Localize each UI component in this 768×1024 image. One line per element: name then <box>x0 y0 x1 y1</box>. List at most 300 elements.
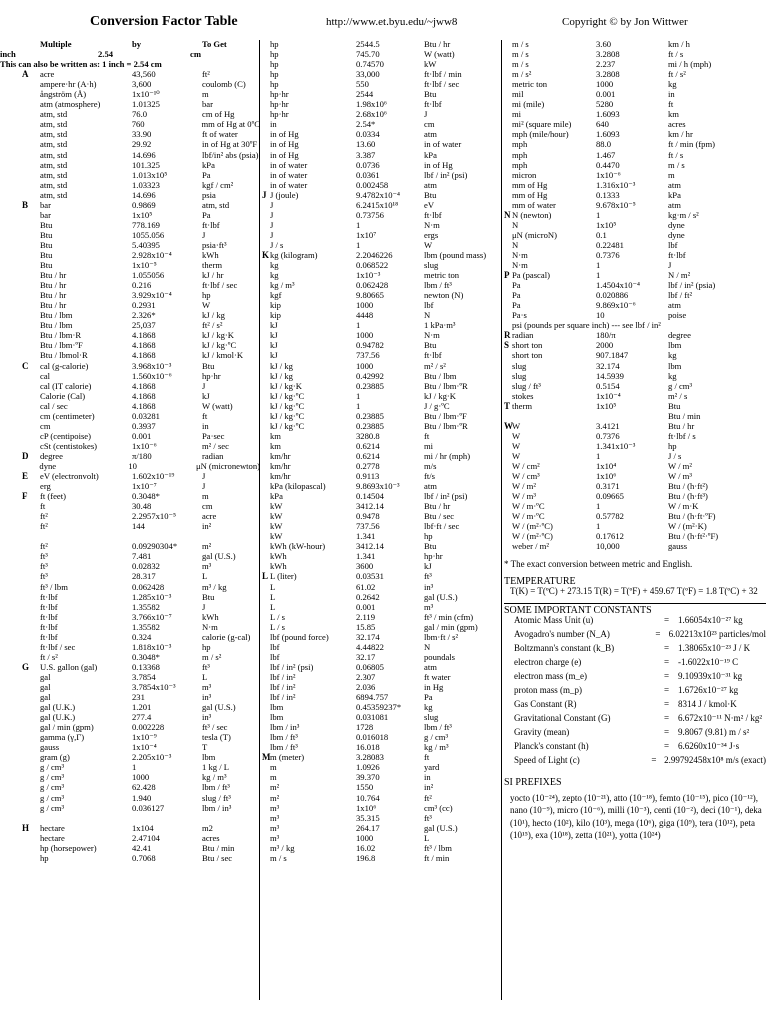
unit-from: kJ <box>270 330 278 341</box>
table-row <box>262 110 502 120</box>
letter-index <box>22 572 40 582</box>
unit-from: Btu <box>40 249 53 260</box>
unit-from: ft² <box>40 511 48 522</box>
factor: 0.1333 <box>596 189 620 200</box>
unit-from: Btu <box>40 219 53 230</box>
letter-index <box>262 402 270 412</box>
unit-from: N <box>512 239 519 250</box>
letter-index <box>22 392 40 402</box>
letter-index <box>22 763 40 773</box>
factor: 0.2931 <box>132 300 156 311</box>
letter-index <box>504 140 512 150</box>
unit-from: short ton <box>512 340 543 351</box>
unit-to: ft·lbf <box>202 219 220 230</box>
unit-from: W <box>512 430 521 441</box>
unit-from: mph <box>512 139 528 150</box>
letter-index <box>262 522 270 532</box>
table-row <box>504 321 766 331</box>
factor: 3.766x10⁻⁷ <box>132 611 172 622</box>
unit-to: in of Hg <box>424 159 453 170</box>
letter-index <box>504 291 512 301</box>
unit-to: kg·m / s² <box>668 209 699 220</box>
unit-from: Pa·s <box>512 310 527 321</box>
column-2 <box>262 40 502 864</box>
letter-index <box>262 834 270 844</box>
letter-index <box>22 281 40 291</box>
factor: 1055.056 <box>132 229 165 240</box>
unit-from: kWh <box>270 551 287 562</box>
unit-from: kWh (kW-hour) <box>270 541 326 552</box>
letter-index <box>22 80 40 90</box>
factor: 0.001 <box>356 601 376 612</box>
unit-to: lbm <box>202 752 216 763</box>
letter-index <box>22 593 40 603</box>
unit-from: in <box>270 119 277 130</box>
letter-index <box>262 783 270 793</box>
unit-from: degree <box>40 450 63 461</box>
intro-note: This can also be written as: 1 inch = 2.54 cm <box>0 59 162 70</box>
unit-to: kPa <box>668 189 681 200</box>
letter-index <box>22 291 40 301</box>
unit-to: W / m³ <box>668 471 692 482</box>
page-header <box>0 14 768 34</box>
unit-from: W <box>512 420 521 431</box>
unit-from: lbm / in³ <box>270 722 300 733</box>
letter-index <box>504 130 512 140</box>
unit-from: L / s <box>270 621 285 632</box>
factor: 907.1847 <box>596 350 629 361</box>
equals-sign: = <box>664 657 670 668</box>
constant-row <box>504 756 766 770</box>
letter-index <box>262 462 270 472</box>
letter-index: C <box>22 360 29 371</box>
unit-to: N·m <box>202 621 218 632</box>
factor: 0.4470 <box>596 159 620 170</box>
letter-index <box>22 834 40 844</box>
unit-to: gauss <box>668 541 688 552</box>
factor: 1 <box>356 390 361 401</box>
factor: 2.2046226 <box>356 249 393 260</box>
unit-from: L <box>270 581 276 592</box>
unit-from: atm (atmosphere) <box>40 99 101 110</box>
factor: 4.1868 <box>132 390 156 401</box>
unit-to: ft² / s² <box>202 320 223 331</box>
table-row <box>262 301 502 311</box>
letter-index <box>22 552 40 562</box>
unit-to: ft·lbf / min <box>424 69 462 80</box>
unit-from: Pa <box>512 300 521 311</box>
unit-from: erg <box>40 481 51 492</box>
letter-index <box>262 110 270 120</box>
constant-row <box>504 644 766 658</box>
letter-index <box>22 301 40 311</box>
factor: 1x10⁻¹⁰ <box>132 89 160 100</box>
factor: 35.315 <box>356 812 380 823</box>
unit-to: in of Hg at 30ºF <box>202 139 258 150</box>
factor: 5.40395 <box>132 239 160 250</box>
unit-to: ergs <box>424 229 439 240</box>
unit-to: acres <box>668 119 686 130</box>
factor: 30.48 <box>132 501 152 512</box>
constant-value: -1.6022x10⁻¹⁹ C <box>678 657 739 668</box>
factor: 1000 <box>356 330 374 341</box>
factor: 2.237 <box>596 59 616 70</box>
unit-to: J / s <box>668 450 682 461</box>
letter-index <box>22 613 40 623</box>
unit-from: cP (centipoise) <box>40 430 91 441</box>
unit-to: kJ <box>424 561 432 572</box>
factor: 264.17 <box>356 822 380 833</box>
letter-index: N <box>504 209 511 220</box>
conversion-list-3 <box>504 40 766 552</box>
factor: 10 <box>128 460 137 471</box>
factor: 1 <box>356 400 361 411</box>
constant-row <box>504 728 766 742</box>
unit-from: lbf <box>270 651 280 662</box>
factor: 7.481 <box>132 551 152 562</box>
factor: 10.764 <box>356 792 380 803</box>
unit-from: slug <box>512 370 527 381</box>
unit-to: Btu / lbm·ºR <box>424 420 468 431</box>
factor: 1 <box>596 450 601 461</box>
constants-list <box>504 616 766 770</box>
letter-index <box>262 201 270 211</box>
unit-from: hectare <box>40 822 65 833</box>
unit-to: poise <box>668 310 687 321</box>
unit-from: hp <box>270 49 279 60</box>
factor: 1x10⁻⁵ <box>132 260 157 271</box>
unit-to: kJ / kg·ºC <box>202 340 237 351</box>
unit-to: kg <box>668 79 677 90</box>
unit-from: kW <box>270 511 283 522</box>
factor: 0.001 <box>132 430 152 441</box>
letter-index <box>262 341 270 351</box>
unit-to: kJ / kg <box>202 310 225 321</box>
unit-to: gal (U.S.) <box>424 591 458 602</box>
unit-from: J <box>270 209 274 220</box>
unit-from: slug <box>512 360 527 371</box>
equals-sign: = <box>664 727 670 738</box>
letter-index <box>504 502 512 512</box>
factor: 0.216 <box>132 280 152 291</box>
unit-from: kPa (kilopascal) <box>270 481 326 492</box>
letter-index <box>22 723 40 733</box>
table-row <box>504 462 766 472</box>
unit-from: lbm <box>270 702 284 713</box>
letter-index <box>504 492 512 502</box>
unit-from: m / s <box>270 852 287 863</box>
unit-to: Btu <box>424 340 437 351</box>
factor: 1.4504x10⁻⁴ <box>596 280 641 291</box>
letter-index <box>22 522 40 532</box>
factor: 0.09290304* <box>132 541 178 552</box>
unit-to: L <box>424 832 430 843</box>
factor: 1.467 <box>596 149 616 160</box>
unit-from: kJ / kg·ºC <box>270 410 305 421</box>
unit-from: atm, std <box>40 139 68 150</box>
unit-from: kWh <box>270 561 287 572</box>
letter-index <box>262 231 270 241</box>
header-multiple: Multiple <box>40 39 72 49</box>
factor: 0.7376 <box>596 249 620 260</box>
letter-index <box>504 100 512 110</box>
table-row <box>262 552 502 562</box>
unit-from: kW <box>270 521 283 532</box>
unit-to: ft³ <box>424 571 432 582</box>
conversion-list-2 <box>262 40 502 864</box>
factor: π/180 <box>132 450 152 461</box>
letter-index <box>504 452 512 462</box>
letter-index <box>262 733 270 743</box>
unit-to: kW <box>424 59 437 70</box>
table-row <box>262 542 502 552</box>
unit-from: weber / m² <box>512 541 549 552</box>
letter-index <box>504 281 512 291</box>
letter-index <box>262 532 270 542</box>
factor: 1 <box>596 209 601 220</box>
unit-to: Btu / (h·ft²·ºF) <box>668 531 719 542</box>
table-row <box>504 100 766 110</box>
column-1 <box>0 39 261 864</box>
factor: 737.56 <box>356 521 380 532</box>
letter-index: H <box>22 822 30 833</box>
table-row <box>262 311 502 321</box>
unit-from <box>512 412 596 422</box>
constant-value: 1.38065x10⁻²³ J / K <box>678 643 751 654</box>
letter-index <box>22 512 40 522</box>
unit-from: ft (feet) <box>40 491 66 502</box>
letter-index <box>504 382 512 392</box>
equals-sign: = <box>651 755 657 766</box>
unit-to: m/s <box>424 460 437 471</box>
factor: 0.13368 <box>132 661 160 672</box>
unit-from: kJ / kg·ºC <box>270 400 305 411</box>
unit-from: lbf / in² (psi) <box>270 661 314 672</box>
factor: 0.23885 <box>356 410 384 421</box>
unit-to: kJ / kg·K <box>202 330 234 341</box>
constant-name: Planck's constant (h) <box>514 741 589 752</box>
letter-index <box>262 854 270 864</box>
factor: 1000 <box>356 300 374 311</box>
letter-index <box>262 351 270 361</box>
table-row <box>262 663 502 673</box>
letter-index <box>22 351 40 361</box>
header-url[interactable]: http://www.et.byu.edu/~jww8 <box>326 16 458 28</box>
unit-to: N / m² <box>668 270 691 281</box>
table-row <box>262 291 502 301</box>
constant-row <box>504 616 766 630</box>
factor: 3.60 <box>596 39 612 49</box>
factor: 1x10⁻⁴ <box>132 742 157 753</box>
unit-to: in <box>668 89 675 100</box>
factor: 2.68x10⁶ <box>356 109 387 120</box>
table-row <box>504 281 766 291</box>
unit-to: J <box>424 109 428 120</box>
unit-to: degree <box>668 330 691 341</box>
unit-from: Btu / hr <box>40 290 67 301</box>
unit-to: Btu <box>202 360 215 371</box>
letter-index <box>262 161 270 171</box>
factor: 0.23885 <box>356 420 384 431</box>
unit-to: atm <box>424 129 437 140</box>
factor: 3.7854 <box>132 671 156 682</box>
unit-to: slug / ft³ <box>202 792 231 803</box>
table-row <box>504 251 766 261</box>
letter-index <box>504 311 512 321</box>
unit-from: ft³ / lbm <box>40 581 68 592</box>
table-row <box>22 854 260 864</box>
table-row <box>504 412 766 422</box>
column-headers <box>22 40 260 50</box>
factor: 1.201 <box>132 702 152 713</box>
letter-index <box>22 151 40 161</box>
table-row <box>504 140 766 150</box>
factor: 3,600 <box>132 79 152 90</box>
factor: 0.9478 <box>356 511 380 522</box>
unit-from: eV (electronvolt) <box>40 471 99 482</box>
constant-name: proton mass (m_p) <box>514 685 582 696</box>
unit-from: kJ <box>270 320 278 331</box>
unit-to: dyne <box>668 219 685 230</box>
unit-from: hp <box>270 59 279 70</box>
letter-index <box>22 743 40 753</box>
letter-index: S <box>504 340 510 351</box>
factor: 15.85 <box>356 621 376 632</box>
unit-from: kJ / kg <box>270 370 293 381</box>
letter-index <box>504 191 512 201</box>
factor: 1 <box>596 260 601 271</box>
letter-index <box>262 713 270 723</box>
unit-to: atm <box>668 300 681 311</box>
unit-from: lbf / in² <box>270 682 296 692</box>
equals-sign: = <box>664 615 670 626</box>
constant-row <box>504 700 766 714</box>
letter-index <box>504 442 512 452</box>
unit-from: gram (g) <box>40 752 70 763</box>
letter-index <box>504 241 512 251</box>
factor: 3.4121 <box>596 420 620 431</box>
equals-sign: = <box>664 643 670 654</box>
factor: 0.2642 <box>356 591 380 602</box>
unit-from: mph <box>512 149 528 160</box>
unit-from: lbf <box>270 641 280 652</box>
factor: 1x104 <box>132 822 154 833</box>
factor: 0.0736 <box>356 159 380 170</box>
page-title: Conversion Factor Table <box>90 14 238 29</box>
letter-index <box>262 773 270 783</box>
unit-from: atm, std <box>40 169 68 180</box>
unit-from: kg <box>270 260 279 271</box>
factor: 2.205x10⁻³ <box>132 752 172 763</box>
factor: 0.7376 <box>596 430 620 441</box>
letter-index <box>262 392 270 402</box>
factor: 2.119 <box>356 611 376 622</box>
factor: 3412.14 <box>356 501 384 512</box>
unit-to: mm of Hg at 0ºC <box>201 119 261 130</box>
table-row <box>504 301 766 311</box>
unit-to: m³ <box>424 601 434 612</box>
table-row <box>262 351 502 361</box>
letter-index <box>22 140 40 150</box>
unit-from: kJ / kg·K <box>270 380 302 391</box>
unit-from: W / (m²·ºC) <box>512 531 553 542</box>
unit-from: L / s <box>270 611 285 622</box>
unit-to: m <box>202 89 209 100</box>
factor: 88.0 <box>596 139 612 150</box>
table-row <box>262 512 502 522</box>
letter-index <box>22 693 40 703</box>
unit-to: ft·lbf <box>424 209 442 220</box>
letter-index <box>504 512 512 522</box>
unit-from: gal <box>40 671 51 682</box>
constant-row <box>504 742 766 756</box>
table-row <box>22 522 260 532</box>
unit-from: stokes <box>512 390 534 401</box>
table-row <box>504 542 766 552</box>
unit-from: m³ <box>270 802 280 813</box>
unit-from: Btu / hr <box>40 270 67 281</box>
letter-index <box>262 542 270 552</box>
unit-from: kgf <box>270 290 282 301</box>
constant-name: electron mass (m_e) <box>514 671 587 682</box>
unit-to: m² / s <box>668 390 688 401</box>
equals-sign: = <box>664 671 670 682</box>
table-row <box>262 783 502 793</box>
unit-to: bar <box>202 99 213 110</box>
unit-to: ft / min (fpm) <box>668 139 716 150</box>
letter-index <box>22 603 40 613</box>
unit-to: Pa·sec <box>202 430 225 441</box>
factor: 1.0926 <box>356 762 380 773</box>
letter-index <box>22 794 40 804</box>
letter-index <box>22 783 40 793</box>
factor: 1.285x10⁻³ <box>132 591 172 602</box>
constant-value: 8314 J / kmol·K <box>678 699 737 710</box>
unit-from: Btu <box>40 260 53 271</box>
factor: 0.031081 <box>356 712 389 723</box>
unit-from: J / s <box>270 239 284 250</box>
letter-index <box>262 40 270 50</box>
letter-index <box>22 542 40 552</box>
constant-name: Gravity (mean) <box>514 727 570 738</box>
factor: 0.23885 <box>356 380 384 391</box>
unit-from: atm, std <box>40 109 68 120</box>
unit-from: cal (g-calorie) <box>40 360 89 371</box>
letter-index <box>262 613 270 623</box>
unit-to: Btu / lbm·ºF <box>424 410 467 421</box>
factor: 1.35582 <box>132 621 160 632</box>
unit-from: m³ <box>270 822 280 833</box>
factor: 0.002458 <box>356 179 389 190</box>
table-row <box>504 161 766 171</box>
letter-index <box>504 50 512 60</box>
unit-to: W <box>424 239 433 250</box>
letter-index <box>262 432 270 442</box>
unit-from: kJ / kg <box>270 360 293 371</box>
factor: 1.818x10⁻³ <box>132 641 172 652</box>
factor: 1 <box>596 521 601 532</box>
unit-to: lbm <box>668 360 682 371</box>
unit-from: hp <box>270 79 279 90</box>
unit-to: hp <box>668 440 677 451</box>
table-row <box>262 211 502 221</box>
letter-index <box>262 633 270 643</box>
table-row <box>504 231 766 241</box>
factor: 0.324 <box>132 631 152 642</box>
unit-from: kPa <box>270 491 283 502</box>
factor: 2.326* <box>132 310 156 321</box>
unit-to: W / (m²·K) <box>668 521 707 532</box>
